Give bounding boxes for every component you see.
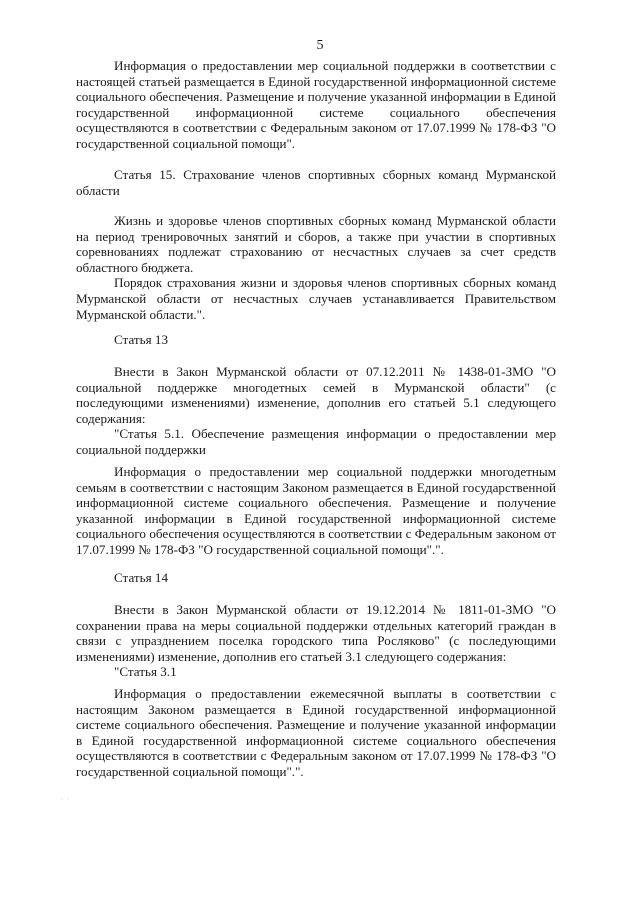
paragraph-insurance-order: Порядок страхования жизни и здоровья членов спортивных сборных команд Мурманской области от несчастных случаев устанавливается Правительством Мурманской области.". — [76, 275, 556, 322]
article-13-heading-block — [76, 332, 556, 348]
article-15-heading: Статья 15. Страхование членов спортивных сборных команд Мурманской области — [76, 167, 556, 198]
article-15-body — [76, 213, 556, 322]
paragraph-amendment-1811: Внести в Закон Мурманской области от 19.12.2014 № 1811-01-ЗМО "О сохранении права на меры социальной поддержки отдельных категорий граждан в связи с упразднением поселка городского типа Росляково" (с последующими изменениями) изменение, дополнив его статьей 3.1 следующего содержания: — [76, 602, 556, 664]
paragraph-insurance: Жизнь и здоровье членов спортивных сборных команд Мурманской области на период тренировочных занятий и сборов, а также при участии в спортивных соревнованиях подлежат страхованию от несчастных случаев за счет средств областного бюджета. — [76, 213, 556, 275]
scan-speck: · · — [60, 795, 71, 804]
paragraph-monthly-payment-info: Информация о предоставлении ежемесячной выплаты в соответствии с настоящим Законом размещается в Единой государственной информационной системе социального обеспечения. Размещение и получение указанной информации в Единой государственной информационной системе социального обеспечения осуществляются в соответствии с Федеральным законом от 17.07.1999 № 178-ФЗ "О государственной социальной помощи".". — [76, 686, 556, 779]
paragraph-text: Информация о предоставлении мер социальной поддержки в соответствии с настоящей статьей размещается в Единой государственной информационной системе социального обеспечения. Размещение и получение указанной информации в Единой государственной информационной системе социального обеспечения осуществляются в соответствии с Федеральным законом от 17.07.1999 № 178-ФЗ "О государственной социальной помощи". — [76, 58, 556, 151]
article-15-heading-block — [76, 167, 556, 198]
page-number: 5 — [316, 38, 324, 53]
paragraph-article-5-1-title: "Статья 5.1. Обеспечение размещения информации о предоставлении мер социальной поддержки — [76, 426, 556, 457]
paragraph-amendment-1438: Внести в Закон Мурманской области от 07.12.2011 № 1438-01-ЗМО "О социальной поддержке многодетных семей в Мурманской области" (с последующими изменениями) изменение, дополнив его статьей 5.1 следующего содержания: — [76, 364, 556, 426]
article-3-1-body — [76, 686, 556, 780]
article-14-body — [76, 602, 556, 680]
article-14-heading-block — [76, 570, 556, 586]
article-14-heading: Статья 14 — [114, 570, 168, 585]
paragraph-large-families-info: Информация о предоставлении мер социальной поддержки многодетным семьям в соответствии с настоящим Законом размещается в Единой государственной информационной системе социального обеспечения. Размещение и получение указанной информации в Единой государственной информационной системе социального обеспечения осуществляются в соответствии с Федеральным законом от 17.07.1999 № 178-ФЗ "О государственной социальной помощи".". — [76, 464, 556, 557]
paragraph-article-3-1-title: "Статья 3.1 — [114, 664, 177, 680]
paragraph-info-placement-art14 — [76, 58, 556, 152]
article-13-body — [76, 364, 556, 458]
article-5-1-body — [76, 464, 556, 558]
article-13-heading: Статья 13 — [114, 332, 168, 347]
